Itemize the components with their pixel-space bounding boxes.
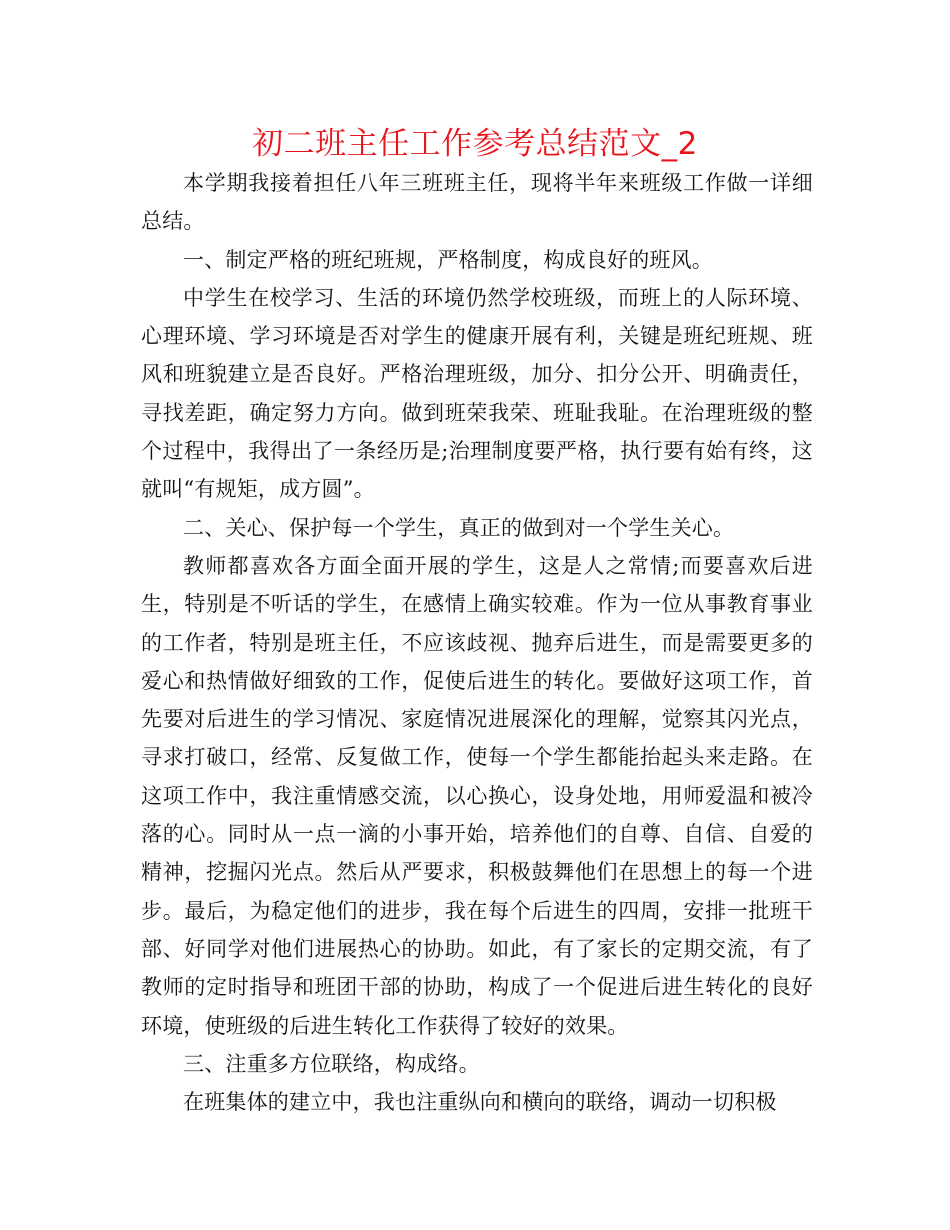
document-body [141, 164, 813, 1121]
paragraph-section-3: 在班集体的建立中，我也注重纵向和横向的联络，调动一切积极 [183, 1090, 777, 1115]
section-heading-3: 三、注重多方位联络，构成络。 [183, 1051, 480, 1076]
paragraph-section-2: 教师都喜欢各方面全面开展的学生，这是人之常情;而要喜欢后进生，特别是不听话的学生，在感情上确实较难。作为一位从事教育事业的工作者，特别是班主任，不应该歧视、抛弃后进生，而是需要更多的爱心和热情做好细致的工作，促使后进生的转化。要做好这项工作，首先要对后进生的学习情况、家庭情况进展深化的理解，觉察其闪光点，寻求打破口，经常、反复做工作，使每一个学生都能抬起头来走路。在这项工作中，我注重情感交流，以心换心，设身处地，用师爱温和被冷落的心。同时从一点一滴的小事开始，培养他们的自尊、自信、自爱的精神，挖掘闪光点。然后从严要求，积极鼓舞他们在思想上的每一个进步。最后，为稳定他们的进步，我在每个后进生的四周，安排一批班干部、好同学对他们进展热心的协助。如此，有了家长的定期交流，有了教师的定时指导和班团干部的协助，构成了一个促进后进生转化的良好环境，使班级的后进生转化工作获得了较好的效果。 [141, 553, 813, 1038]
section-heading-2: 二、关心、保护每一个学生，真正的做到对一个学生关心。 [183, 515, 735, 540]
document-title: 初二班主任工作参考总结范文_2 [252, 126, 698, 162]
paragraph-intro: 本学期我接着担任八年三班班主任，现将半年来班级工作做一详细总结。 [141, 171, 813, 234]
paragraph-section-1: 中学生在校学习、生活的环境仍然学校班级，而班上的人际环境、心理环境、学习环境是否对学生的健康开展有利，关键是班纪班规、班风和班貌建立是否良好。严格治理班级，加分、扣分公开、明确责任，寻找差距，确定努力方向。做到班荣我荣、班耻我耻。在治理班级的整个过程中，我得出了一条经历是;治理制度要严格，执行要有始有终，这就叫“有规矩，成方圆”。 [141, 285, 813, 502]
section-heading-1: 一、制定严格的班纪班规，严格制度，构成良好的班风。 [183, 247, 713, 272]
